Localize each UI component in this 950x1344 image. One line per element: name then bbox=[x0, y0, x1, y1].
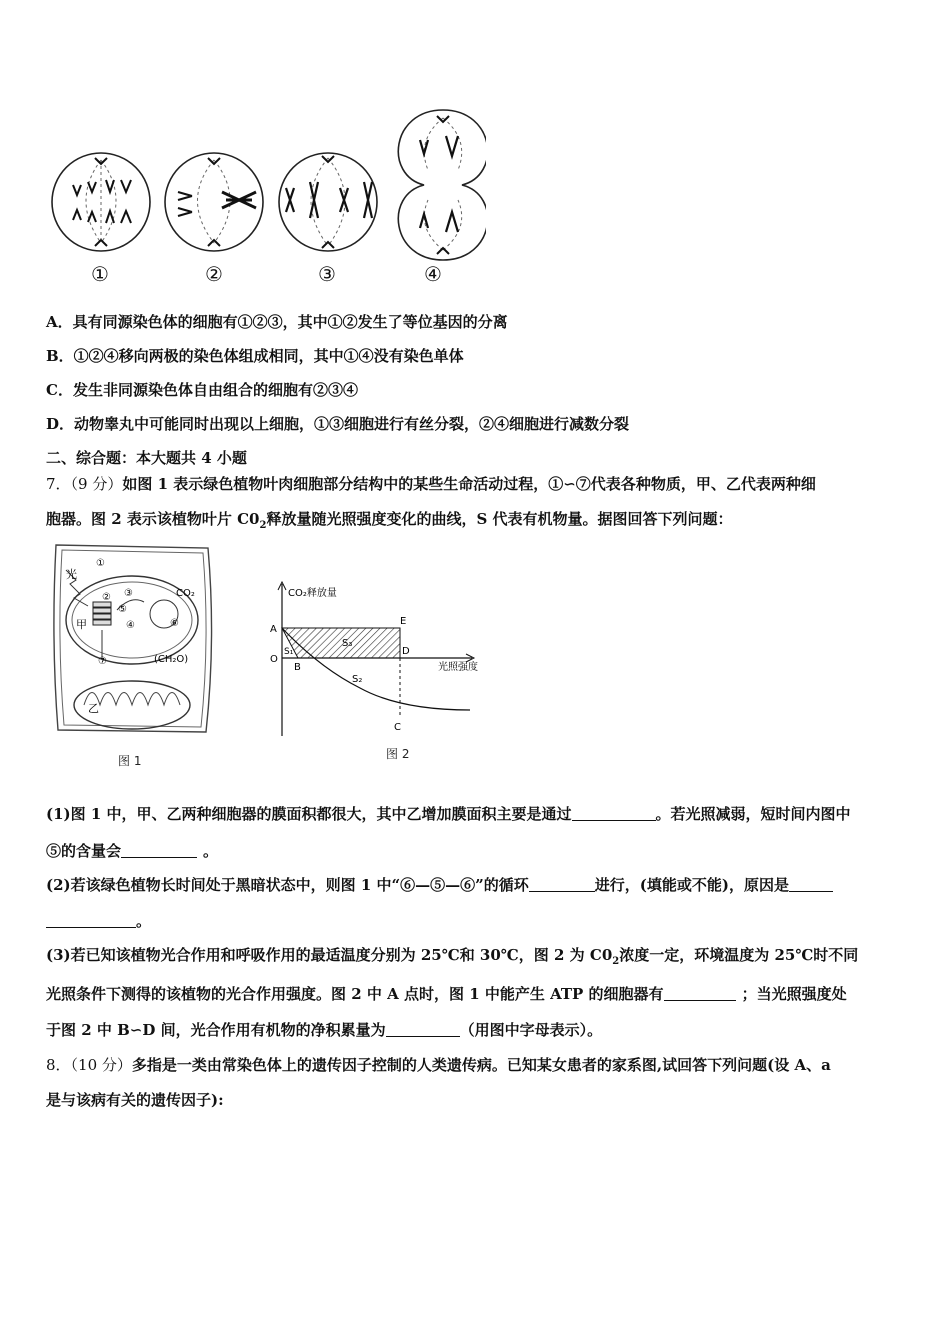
cell-label-3: ③ bbox=[318, 262, 336, 286]
q7-part2-line2 bbox=[46, 910, 151, 931]
q7-number: 7． bbox=[46, 475, 71, 493]
q7-p1-blank2[interactable] bbox=[121, 843, 197, 858]
fig2-xlabel: 光照强度 bbox=[438, 662, 478, 673]
q7-stem-line2 bbox=[46, 508, 733, 531]
q7-p2-blank1[interactable] bbox=[529, 877, 595, 892]
q7-p2c: 。 bbox=[136, 912, 152, 930]
q7-part2-line1 bbox=[46, 874, 833, 895]
fig1-num-2: ② bbox=[102, 592, 111, 603]
fig2-s2-label: S₂ bbox=[352, 674, 363, 685]
q7-part3-line1 bbox=[46, 944, 858, 967]
cell-2-diagram bbox=[165, 153, 263, 251]
q7-part1-line2 bbox=[46, 840, 218, 861]
q7-p3-sub: 2 bbox=[612, 956, 620, 967]
q8-number: 8． bbox=[46, 1056, 71, 1074]
q7-p2-blank2b[interactable] bbox=[46, 913, 136, 928]
option-c: C．发生非同源染色体自由组合的细胞有②③④ bbox=[46, 381, 358, 399]
fig1-num-7: ⑦ bbox=[98, 656, 107, 667]
q7-p3a: (3)若已知该植物光合作用和呼吸作用的最适温度分别为 25℃和 30℃，图 2 为 C0 bbox=[46, 946, 613, 964]
fig1-jia-label: 甲 bbox=[76, 618, 87, 631]
cell-1-diagram bbox=[52, 153, 150, 251]
fig2-point-c: C bbox=[394, 722, 401, 733]
q7-p3-blank1[interactable] bbox=[664, 986, 736, 1001]
q7-p1b: 。若光照减弱，短时间内图中 bbox=[655, 805, 851, 823]
cell-label-1: ① bbox=[91, 262, 109, 286]
cell-label-4: ④ bbox=[424, 262, 442, 286]
fig1-light-label: 光 bbox=[66, 568, 77, 581]
q8-stem-line2: 是与该病有关的遗传因子): bbox=[46, 1091, 224, 1109]
q7-part1-line1 bbox=[46, 803, 851, 824]
q7-p3-blank2[interactable] bbox=[386, 1022, 460, 1037]
option-d: D．动物睾丸中可能同时出现以上细胞，①③细胞进行有丝分裂，②④细胞进行减数分裂 bbox=[46, 415, 630, 433]
figure-2-co2-curve bbox=[260, 578, 480, 738]
q7-stem-line1 bbox=[46, 473, 816, 494]
fig2-point-d: D bbox=[402, 646, 410, 657]
fig2-point-e: E bbox=[400, 616, 407, 627]
q7-p3d: ；当光照强度处 bbox=[741, 985, 847, 1003]
section-title: 二、综合题：本大题共 4 小题 bbox=[46, 449, 247, 467]
q7-p2b: 进行，(填能或不能)，原因是 bbox=[594, 876, 789, 894]
q7-p1-blank1[interactable] bbox=[572, 806, 656, 821]
fig2-point-b: B bbox=[294, 662, 301, 673]
q8-stem1: 多指是一类由常染色体上的遗传因子控制的人类遗传病。已知某女患者的家系图,试回答下列问题(设 A、a bbox=[131, 1056, 831, 1074]
cell-label-2: ② bbox=[205, 262, 223, 286]
q7-p1d: 。 bbox=[203, 842, 219, 860]
q7-p3e: 于图 2 中 B∽D 间，光合作用有机物的净积累量为 bbox=[46, 1021, 386, 1039]
figure-2-caption: 图 2 bbox=[386, 747, 410, 761]
fig2-s1-label: S₁ bbox=[284, 647, 294, 657]
figure-1-chloroplast-diagram bbox=[46, 540, 221, 770]
cell-division-figure bbox=[46, 100, 486, 265]
q7-part3-line2 bbox=[46, 983, 847, 1004]
fig1-num-1: ① bbox=[96, 558, 105, 569]
q7-stem2b: 释放量随光照强度变化的曲线，S 代表有机物量。据图回答下列问题： bbox=[266, 510, 733, 528]
q7-p1c: ⑤的含量会 bbox=[46, 842, 122, 860]
q7-p2a: (2)若该绿色植物长时间处于黑暗状态中，则图 1 中“⑥—⑤—⑥”的循环 bbox=[46, 876, 529, 894]
fig1-num-3: ③ bbox=[124, 588, 133, 599]
option-a: A．具有同源染色体的细胞有①②③，其中①②发生了等位基因的分离 bbox=[46, 313, 508, 331]
q7-stem2-sub: 2 bbox=[259, 520, 267, 531]
q7-p1a: (1)图 1 中，甲、乙两种细胞器的膜面积都很大，其中乙增加膜面积主要是通过 bbox=[46, 805, 572, 823]
option-b: B．①②④移向两极的染色体组成相同，其中①④没有染色单体 bbox=[46, 347, 464, 365]
q7-score: （9 分） bbox=[70, 475, 123, 493]
q8-stem-line1 bbox=[46, 1054, 831, 1075]
fig2-point-a: A bbox=[270, 624, 277, 635]
figure-1-caption: 图 1 bbox=[118, 754, 142, 768]
q7-p2-blank2a[interactable] bbox=[789, 877, 833, 892]
fig2-s3-label: S₃ bbox=[342, 638, 353, 649]
q7-part3-line3 bbox=[46, 1019, 602, 1040]
cell-4-diagram bbox=[398, 110, 486, 260]
q7-p3f: （用图中字母表示）。 bbox=[459, 1021, 603, 1039]
fig1-co2-label: CO₂ bbox=[176, 588, 195, 599]
fig1-num-6: ⑥ bbox=[170, 618, 179, 629]
fig1-yi-label: 乙 bbox=[88, 702, 99, 715]
fig1-num-4: ④ bbox=[126, 620, 135, 631]
q7-p3b: 浓度一定，环境温度为 25℃时不同 bbox=[619, 946, 859, 964]
q7-p3c: 光照条件下测得的该植物的光合作用强度。图 2 中 A 点时，图 1 中能产生 ATP 的细胞器有 bbox=[46, 985, 664, 1003]
fig2-ylabel: CO₂释放量 bbox=[288, 588, 337, 599]
q8-score: （10 分） bbox=[70, 1056, 132, 1074]
q7-stem2a: 胞器。图 2 表示该植物叶片 C0 bbox=[46, 510, 260, 528]
fig1-ch2o-label: (CH₂O) bbox=[154, 654, 189, 665]
fig1-num-5: ⑤ bbox=[118, 604, 127, 615]
cell-3-diagram bbox=[279, 153, 377, 251]
q7-stem1: 如图 1 表示绿色植物叶肉细胞部分结构中的某些生命活动过程，①∽⑦代表各种物质，甲、乙代表两种细 bbox=[122, 475, 816, 493]
fig2-point-o: O bbox=[270, 654, 278, 665]
